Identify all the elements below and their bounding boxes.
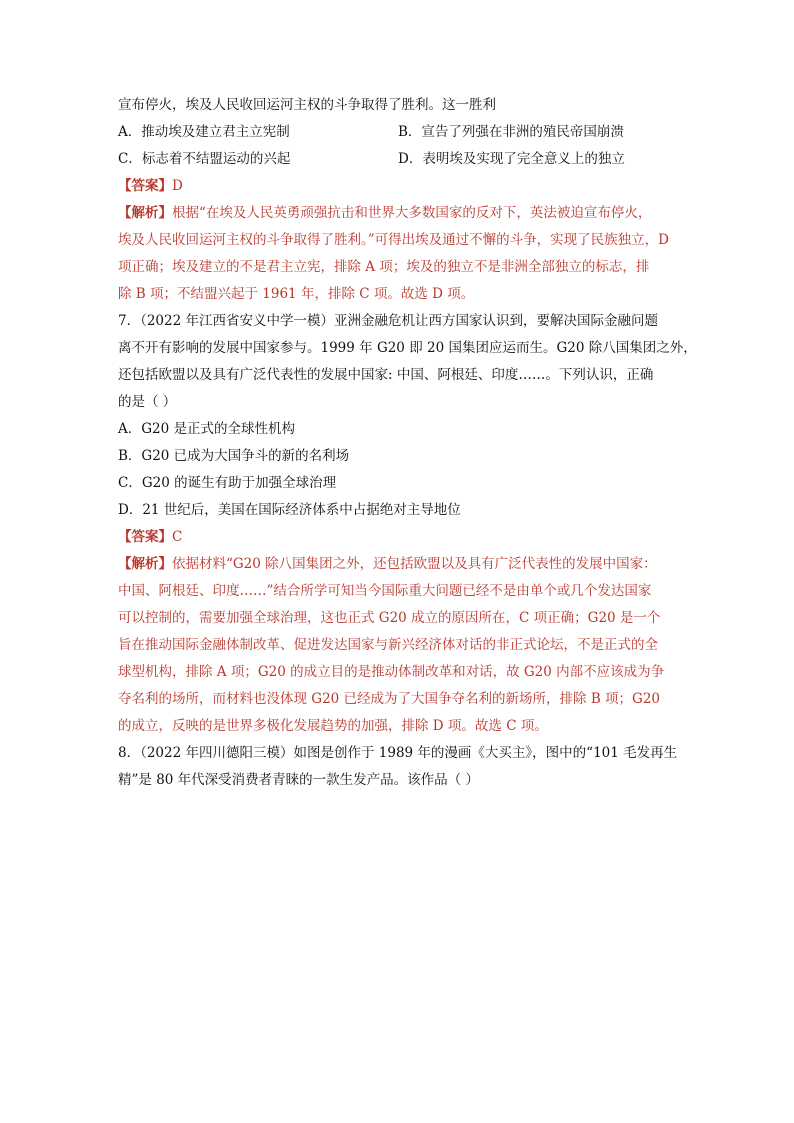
q6-option-b: B．宣告了列强在非洲的殖民帝国崩溃 (398, 124, 624, 140)
q6-option-c: C．标志着不结盟运动的兴起 (118, 151, 291, 167)
q6-options-row-1 (118, 119, 688, 146)
q6-analysis-tag: 【解析】 (118, 205, 172, 221)
q6-options-row-2 (118, 146, 688, 173)
q7-option-b: B．G20 已成为大国争斗的新的名利场 (118, 448, 350, 464)
question-8 (118, 740, 688, 794)
q7-stem-line-3: 还包括欧盟以及具有广泛代表性的发展中国家: 中国、阿根廷、印度……。下列认识，正确 (118, 367, 654, 383)
q6-analysis-line-1 (118, 200, 688, 227)
q6-analysis-line-2: 埃及人民收回运河主权的斗争取得了胜利。”可得出埃及通过不懈的斗争，实现了民族独立，D (118, 232, 669, 248)
q6-answer (118, 173, 688, 200)
q6-answer-value: D (172, 178, 183, 194)
q7-option-d: D．21 世纪后，美国在国际经济体系中占据绝对主导地位 (118, 502, 461, 518)
document-page (118, 92, 697, 794)
q7-answer-tag: 【答案】 (118, 529, 172, 545)
question-6 (118, 92, 688, 308)
q7-analysis-line-5: 球型机构，排除 A 项；G20 的成立目的是推动体制改革和对话，故 G20 内部不应该成为争 (118, 664, 665, 680)
q7-stem-line-2: 离不开有影响的发展中国家参与。1999 年 G20 即 20 国集团应运而生。G20 除八国集团之外， (118, 340, 697, 356)
q7-analysis-line-2: 中国、阿根廷、印度……”结合所学可知当今国际重大问题已经不是由单个或几个发达国家 (118, 583, 652, 599)
q6-analysis-line-4: 除 B 项；不结盟兴起于 1961 年，排除 C 项。故选 D 项。 (118, 286, 475, 302)
q7-analysis-line-7: 的成立，反映的是世界多极化发展趋势的加强，排除 D 项。故选 C 项。 (118, 718, 548, 734)
q8-stem-line-1: 8．（2022 年四川德阳三模）如图是创作于 1989 年的漫画《大买主》，图中的“101 毛发再生 (118, 745, 678, 761)
q7-option-c: C．G20 的诞生有助于加强全球治理 (118, 475, 337, 491)
q6-answer-tag: 【答案】 (118, 178, 172, 194)
q7-analysis-tag: 【解析】 (118, 556, 172, 572)
q6-option-d: D．表明埃及实现了完全意义上的独立 (398, 151, 625, 167)
q7-stem-line-4: 的是（ ） (118, 394, 177, 410)
q7-analysis-line-6: 夺名利的场所，而材料也没体现 G20 已经成为了大国争夺名利的新场所，排除 B 项；G20 (118, 691, 661, 707)
q7-analysis-line-1 (118, 551, 688, 578)
q6-analysis-text: 根据“在埃及人民英勇顽强抗击和世界大多数国家的反对下，英法被迫宣布停火， (172, 205, 652, 221)
q6-option-a: A．推动埃及建立君主立宪制 (118, 124, 290, 140)
q7-analysis-line-4: 旨在推动国际金融体制改革、促进发达国家与新兴经济体对话的非正式论坛，不是正式的全 (118, 637, 658, 653)
q6-stem-tail: 宣布停火，埃及人民收回运河主权的斗争取得了胜利。这一胜利 (118, 97, 496, 113)
q7-analysis-text: 依据材料“G20 除八国集团之外，还包括欧盟以及具有广泛代表性的发展中国家： (172, 556, 657, 572)
q7-option-a: A．G20 是正式的全球性机构 (118, 421, 296, 437)
q7-analysis-line-3: 可以控制的，需要加强全球治理，这也正式 G20 成立的原因所在，C 项正确；G20 是一个 (118, 610, 661, 626)
question-7 (118, 308, 697, 740)
q6-analysis-line-3: 项正确；埃及建立的不是君主立宪，排除 A 项；埃及的独立不是非洲全部独立的标志，排 (118, 259, 650, 275)
q7-answer-value: C (172, 529, 183, 545)
q8-stem-line-2: 精”是 80 年代深受消费者青睐的一款生发产品。该作品（ ） (118, 772, 479, 788)
q7-answer (118, 524, 688, 551)
q7-stem-line-1: 7．（2022 年江西省安义中学一模）亚洲金融危机让西方国家认识到，要解决国际金融问题 (118, 313, 658, 329)
